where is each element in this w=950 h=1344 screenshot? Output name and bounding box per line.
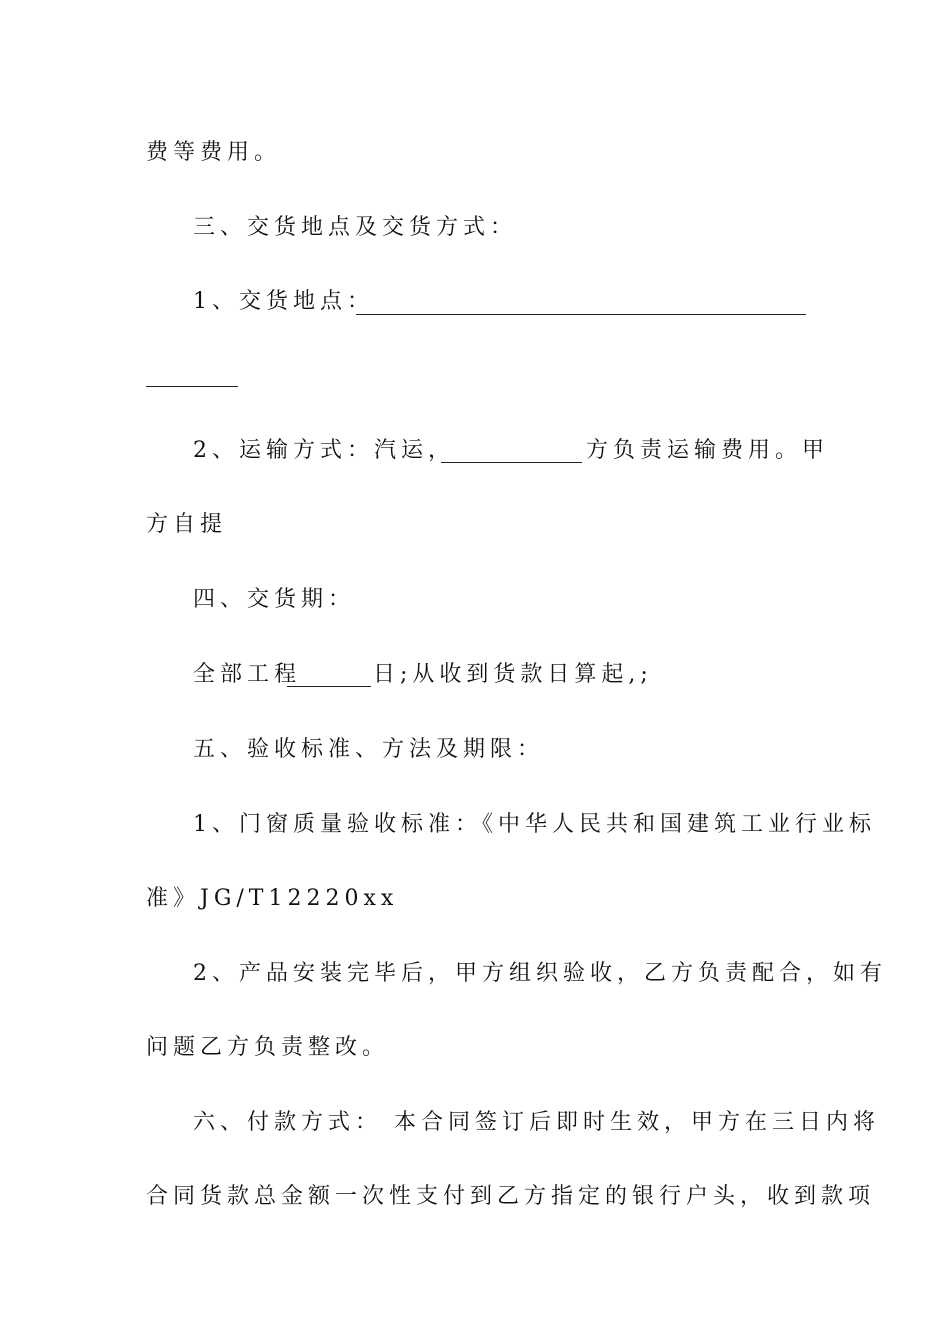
transport-line — [193, 436, 455, 466]
transport-party-blank — [441, 444, 582, 463]
text-line: 合同货款总金额一次性支付到乙方指定的银行户头，收到款项 — [146, 1184, 876, 1209]
delivery-days-blank — [287, 668, 371, 687]
delivery-location-blank-continued — [146, 368, 238, 387]
section-heading: 三、交货地点及交货方式： — [193, 215, 518, 240]
text-line: 1、门窗质量验收标准：《中华人民共和国建筑工业行业标 — [193, 812, 876, 837]
delivery-location-line — [193, 287, 374, 317]
text-line: 费等费用。 — [146, 140, 282, 165]
text-line: 问题乙方负责整改。 — [146, 1035, 390, 1060]
delivery-location-label: 1、交货地点： — [193, 289, 374, 314]
section-heading: 六、付款方式： 本合同签订后即时生效，甲方在三日内将 — [193, 1110, 880, 1135]
text-line: 2、产品安装完毕后，甲方组织验收，乙方负责配合，如有 — [193, 961, 887, 986]
text-line: 方自提 — [146, 512, 228, 537]
transport-label: 2、运输方式：汽运， — [193, 438, 455, 463]
section-heading: 五、验收标准、方法及期限： — [193, 737, 545, 762]
delivery-period-label: 全部工程 — [193, 662, 302, 687]
section-heading: 四、交货期： — [193, 587, 356, 612]
delivery-period-text: 日;从收到货款日算起,; — [373, 662, 653, 687]
transport-cost-text: 方负责运输费用。甲 — [586, 438, 830, 463]
text-line: 准》JG/T12220xx — [146, 886, 399, 911]
delivery-location-blank — [356, 296, 806, 315]
